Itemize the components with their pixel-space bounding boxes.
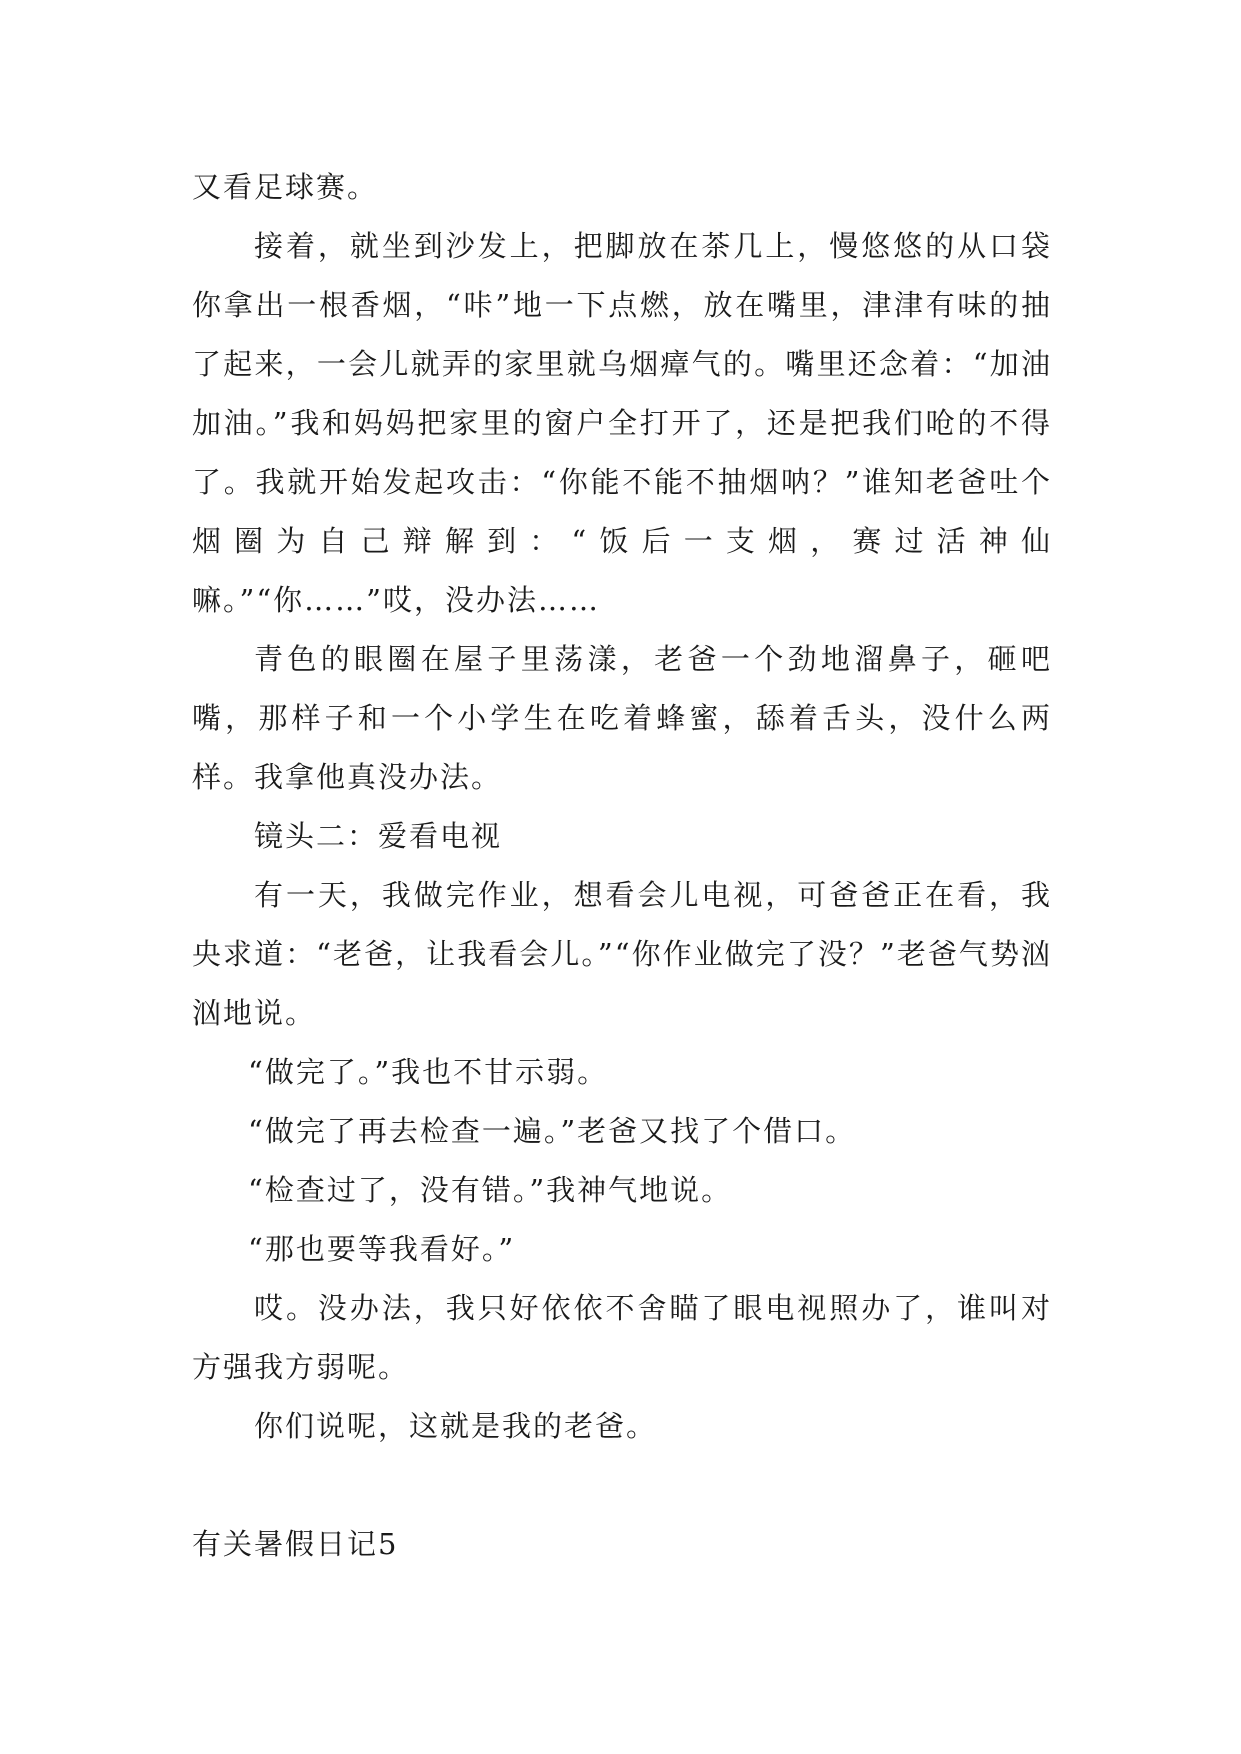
section-subheading: 镜头二：爱看电视 <box>254 819 503 853</box>
paragraph-give-up: 哎。没办法，我只好依依不舍瞄了眼电视照办了，谁叫对方强我方弱呢。 <box>192 1291 1052 1384</box>
paragraph-gap <box>192 1456 1052 1515</box>
dialogue-line: “做完了。”我也不甘示弱。 <box>248 1055 609 1089</box>
paragraph-conclusion: 你们说呢，这就是我的老爸。 <box>254 1409 658 1443</box>
paragraph-smoking: 接着，就坐到沙发上，把脚放在茶几上，慢悠悠的从口袋你拿出一根香烟，“咔”地一下点燃，放在嘴里，津津有味的抽了起来，一会儿就弄的家里就乌烟瘴气的。嘴里还念着：“加油加油。”我和妈妈把家里的窗户全打开了，还是把我们呛的不得了。我就开始发起攻击：“你能不能不抽烟呐？”谁知老爸吐个烟圈为自己辩解到：“饭后一支烟，赛过活神仙嘛。”“你……”哎，没办法…… <box>192 229 1052 617</box>
next-section-heading: 有关暑假日记5 <box>192 1527 399 1561</box>
paragraph-smoke-ring: 青色的眼圈在屋子里荡漾，老爸一个劲地溜鼻子，砸吧嘴，那样子和一个小学生在吃着蜂蜜，舔着舌头，没什么两样。我拿他真没办法。 <box>192 642 1052 794</box>
dialogue-line: “那也要等我看好。” <box>248 1232 516 1266</box>
document-body <box>192 158 1052 1574</box>
paragraph-tv: 有一天，我做完作业，想看会儿电视，可爸爸正在看，我央求道：“老爸，让我看会儿。”“你作业做完了没？”老爸气势汹汹地说。 <box>192 878 1052 1030</box>
dialogue-line: “做完了再去检查一遍。”老爸又找了个借口。 <box>248 1114 857 1148</box>
dialogue-line: “检查过了，没有错。”我神气地说。 <box>248 1173 733 1207</box>
paragraph-continuation: 又看足球赛。 <box>192 170 379 204</box>
